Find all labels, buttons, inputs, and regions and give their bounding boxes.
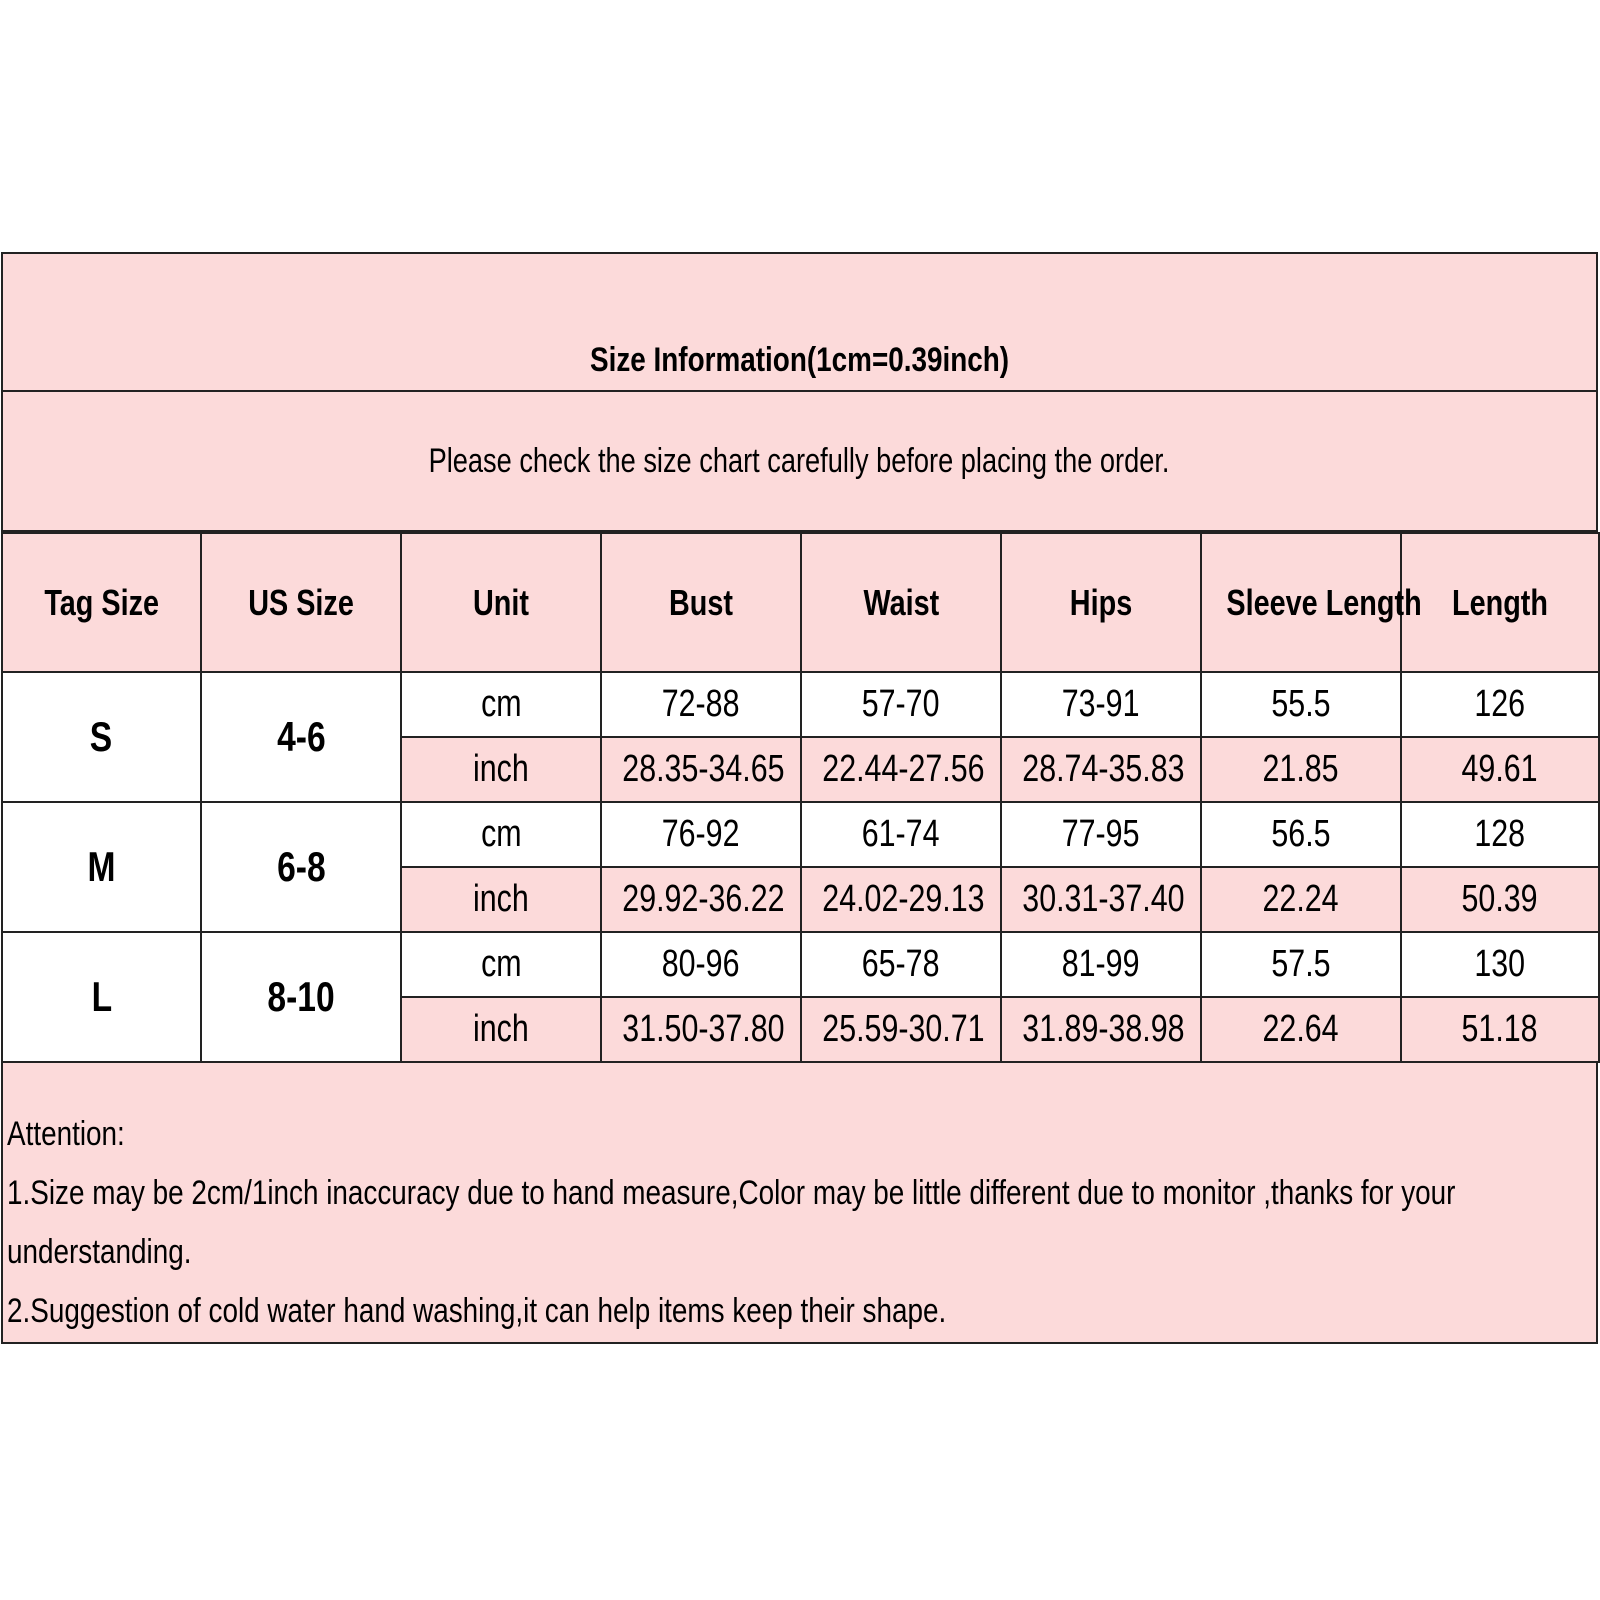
length-cell: 130: [1401, 932, 1599, 997]
sleeve-cell: 55.5: [1201, 672, 1401, 737]
unit-cell: cm: [401, 802, 601, 867]
sleeve-cell: 22.24: [1201, 867, 1401, 932]
chart-title: Size Information(1cm=0.39inch): [589, 341, 1010, 379]
table-row-m-cm: [2, 802, 1599, 867]
waist-cell: 65-78: [801, 932, 1001, 997]
col-header-sleeve-length: Sleeve Length: [1201, 533, 1401, 672]
hips-cell: 30.31-37.40: [1001, 867, 1201, 932]
sleeve-cell: 22.64: [1201, 997, 1401, 1062]
header-row: [2, 533, 1599, 672]
length-cell: 51.18: [1401, 997, 1599, 1062]
unit-cell: cm: [401, 932, 601, 997]
table-row-l-cm: [2, 932, 1599, 997]
attention-notes: [1, 1063, 1598, 1344]
us-size-cell: 4-6: [201, 672, 401, 802]
col-header-hips: Hips: [1001, 533, 1201, 672]
notes-line-1: 1.Size may be 2cm/1inch inaccuracy due to hand measure,Color may be little different due to monitor ,thanks for your: [7, 1174, 1456, 1212]
sleeve-cell: 57.5: [1201, 932, 1401, 997]
bust-cell: 31.50-37.80: [601, 997, 801, 1062]
us-size-cell: 8-10: [201, 932, 401, 1062]
unit-cell: cm: [401, 672, 601, 737]
length-cell: 126: [1401, 672, 1599, 737]
waist-cell: 61-74: [801, 802, 1001, 867]
title-bar: [1, 252, 1598, 392]
unit-cell: inch: [401, 867, 601, 932]
hips-cell: 31.89-38.98: [1001, 997, 1201, 1062]
length-cell: 50.39: [1401, 867, 1599, 932]
hips-cell: 77-95: [1001, 802, 1201, 867]
subtitle-bar: [1, 392, 1598, 532]
bust-cell: 72-88: [601, 672, 801, 737]
waist-cell: 24.02-29.13: [801, 867, 1001, 932]
chart-subtitle: Please check the size chart carefully before placing the order.: [429, 441, 1170, 480]
size-table: [1, 532, 1600, 1063]
sleeve-cell: 56.5: [1201, 802, 1401, 867]
hips-cell: 81-99: [1001, 932, 1201, 997]
sleeve-cell: 21.85: [1201, 737, 1401, 802]
col-header-waist: Waist: [801, 533, 1001, 672]
notes-heading: Attention:: [7, 1115, 125, 1153]
col-header-unit: Unit: [401, 533, 601, 672]
unit-cell: inch: [401, 737, 601, 802]
unit-cell: inch: [401, 997, 601, 1062]
bust-cell: 80-96: [601, 932, 801, 997]
length-cell: 128: [1401, 802, 1599, 867]
hips-cell: 28.74-35.83: [1001, 737, 1201, 802]
col-header-length: Length: [1401, 533, 1599, 672]
size-chart: [1, 252, 1598, 1344]
col-header-bust: Bust: [601, 533, 801, 672]
col-header-tag-size: Tag Size: [2, 533, 201, 672]
bust-cell: 29.92-36.22: [601, 867, 801, 932]
bust-cell: 76-92: [601, 802, 801, 867]
hips-cell: 73-91: [1001, 672, 1201, 737]
col-header-us-size: US Size: [201, 533, 401, 672]
waist-cell: 57-70: [801, 672, 1001, 737]
tag-size-cell: S: [2, 672, 201, 802]
notes-line-2: understanding.: [7, 1233, 192, 1271]
tag-size-cell: M: [2, 802, 201, 932]
waist-cell: 25.59-30.71: [801, 997, 1001, 1062]
notes-line-3: 2.Suggestion of cold water hand washing,it can help items keep their shape.: [7, 1292, 947, 1330]
length-cell: 49.61: [1401, 737, 1599, 802]
tag-size-cell: L: [2, 932, 201, 1062]
bust-cell: 28.35-34.65: [601, 737, 801, 802]
waist-cell: 22.44-27.56: [801, 737, 1001, 802]
us-size-cell: 6-8: [201, 802, 401, 932]
table-row-s-cm: [2, 672, 1599, 737]
